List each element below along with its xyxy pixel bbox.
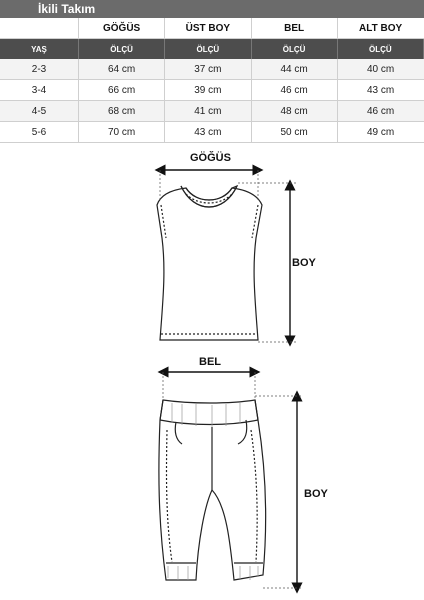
bottom-length-cell: 43 cm bbox=[337, 80, 423, 101]
age-cell: 5-6 bbox=[0, 122, 79, 143]
bottom-length-cell: 46 cm bbox=[337, 101, 423, 122]
subheader-measure: ÖLÇÜ bbox=[165, 39, 251, 60]
tank-top-sketch bbox=[157, 186, 262, 340]
waist-cell: 50 cm bbox=[251, 122, 337, 143]
age-cell: 3-4 bbox=[0, 80, 79, 101]
chest-cell: 70 cm bbox=[79, 122, 165, 143]
header-waist: BEL bbox=[251, 18, 337, 39]
bottom-length-cell: 40 cm bbox=[337, 59, 423, 80]
header-bottom-length: ALT BOY bbox=[337, 18, 423, 39]
waist-cell: 48 cm bbox=[251, 101, 337, 122]
pants-waist-label: BEL bbox=[199, 356, 221, 368]
pants-sketch bbox=[159, 400, 266, 580]
subheader-age: YAŞ bbox=[0, 39, 79, 60]
top-length-cell: 41 cm bbox=[165, 101, 251, 122]
top-length-cell: 37 cm bbox=[165, 59, 251, 80]
header-chest: GÖĞÜS bbox=[79, 18, 165, 39]
subheader-measure: ÖLÇÜ bbox=[251, 39, 337, 60]
subheader-measure: ÖLÇÜ bbox=[79, 39, 165, 60]
subheader-measure: ÖLÇÜ bbox=[337, 39, 423, 60]
chest-cell: 64 cm bbox=[79, 59, 165, 80]
waist-cell: 46 cm bbox=[251, 80, 337, 101]
bottom-length-cell: 49 cm bbox=[337, 122, 423, 143]
chest-cell: 68 cm bbox=[79, 101, 165, 122]
top-length-cell: 39 cm bbox=[165, 80, 251, 101]
age-cell: 2-3 bbox=[0, 59, 79, 80]
header-top-length: ÜST BOY bbox=[165, 18, 251, 39]
age-cell: 4-5 bbox=[0, 101, 79, 122]
pants-length-label: BOY bbox=[304, 488, 328, 500]
top-length-cell: 43 cm bbox=[165, 122, 251, 143]
chest-cell: 66 cm bbox=[79, 80, 165, 101]
shirt-length-label: BOY bbox=[292, 257, 316, 269]
shirt-chest-label: GÖĞÜS bbox=[190, 152, 231, 164]
chart-title: İkili Takım bbox=[0, 0, 424, 18]
waist-cell: 44 cm bbox=[251, 59, 337, 80]
